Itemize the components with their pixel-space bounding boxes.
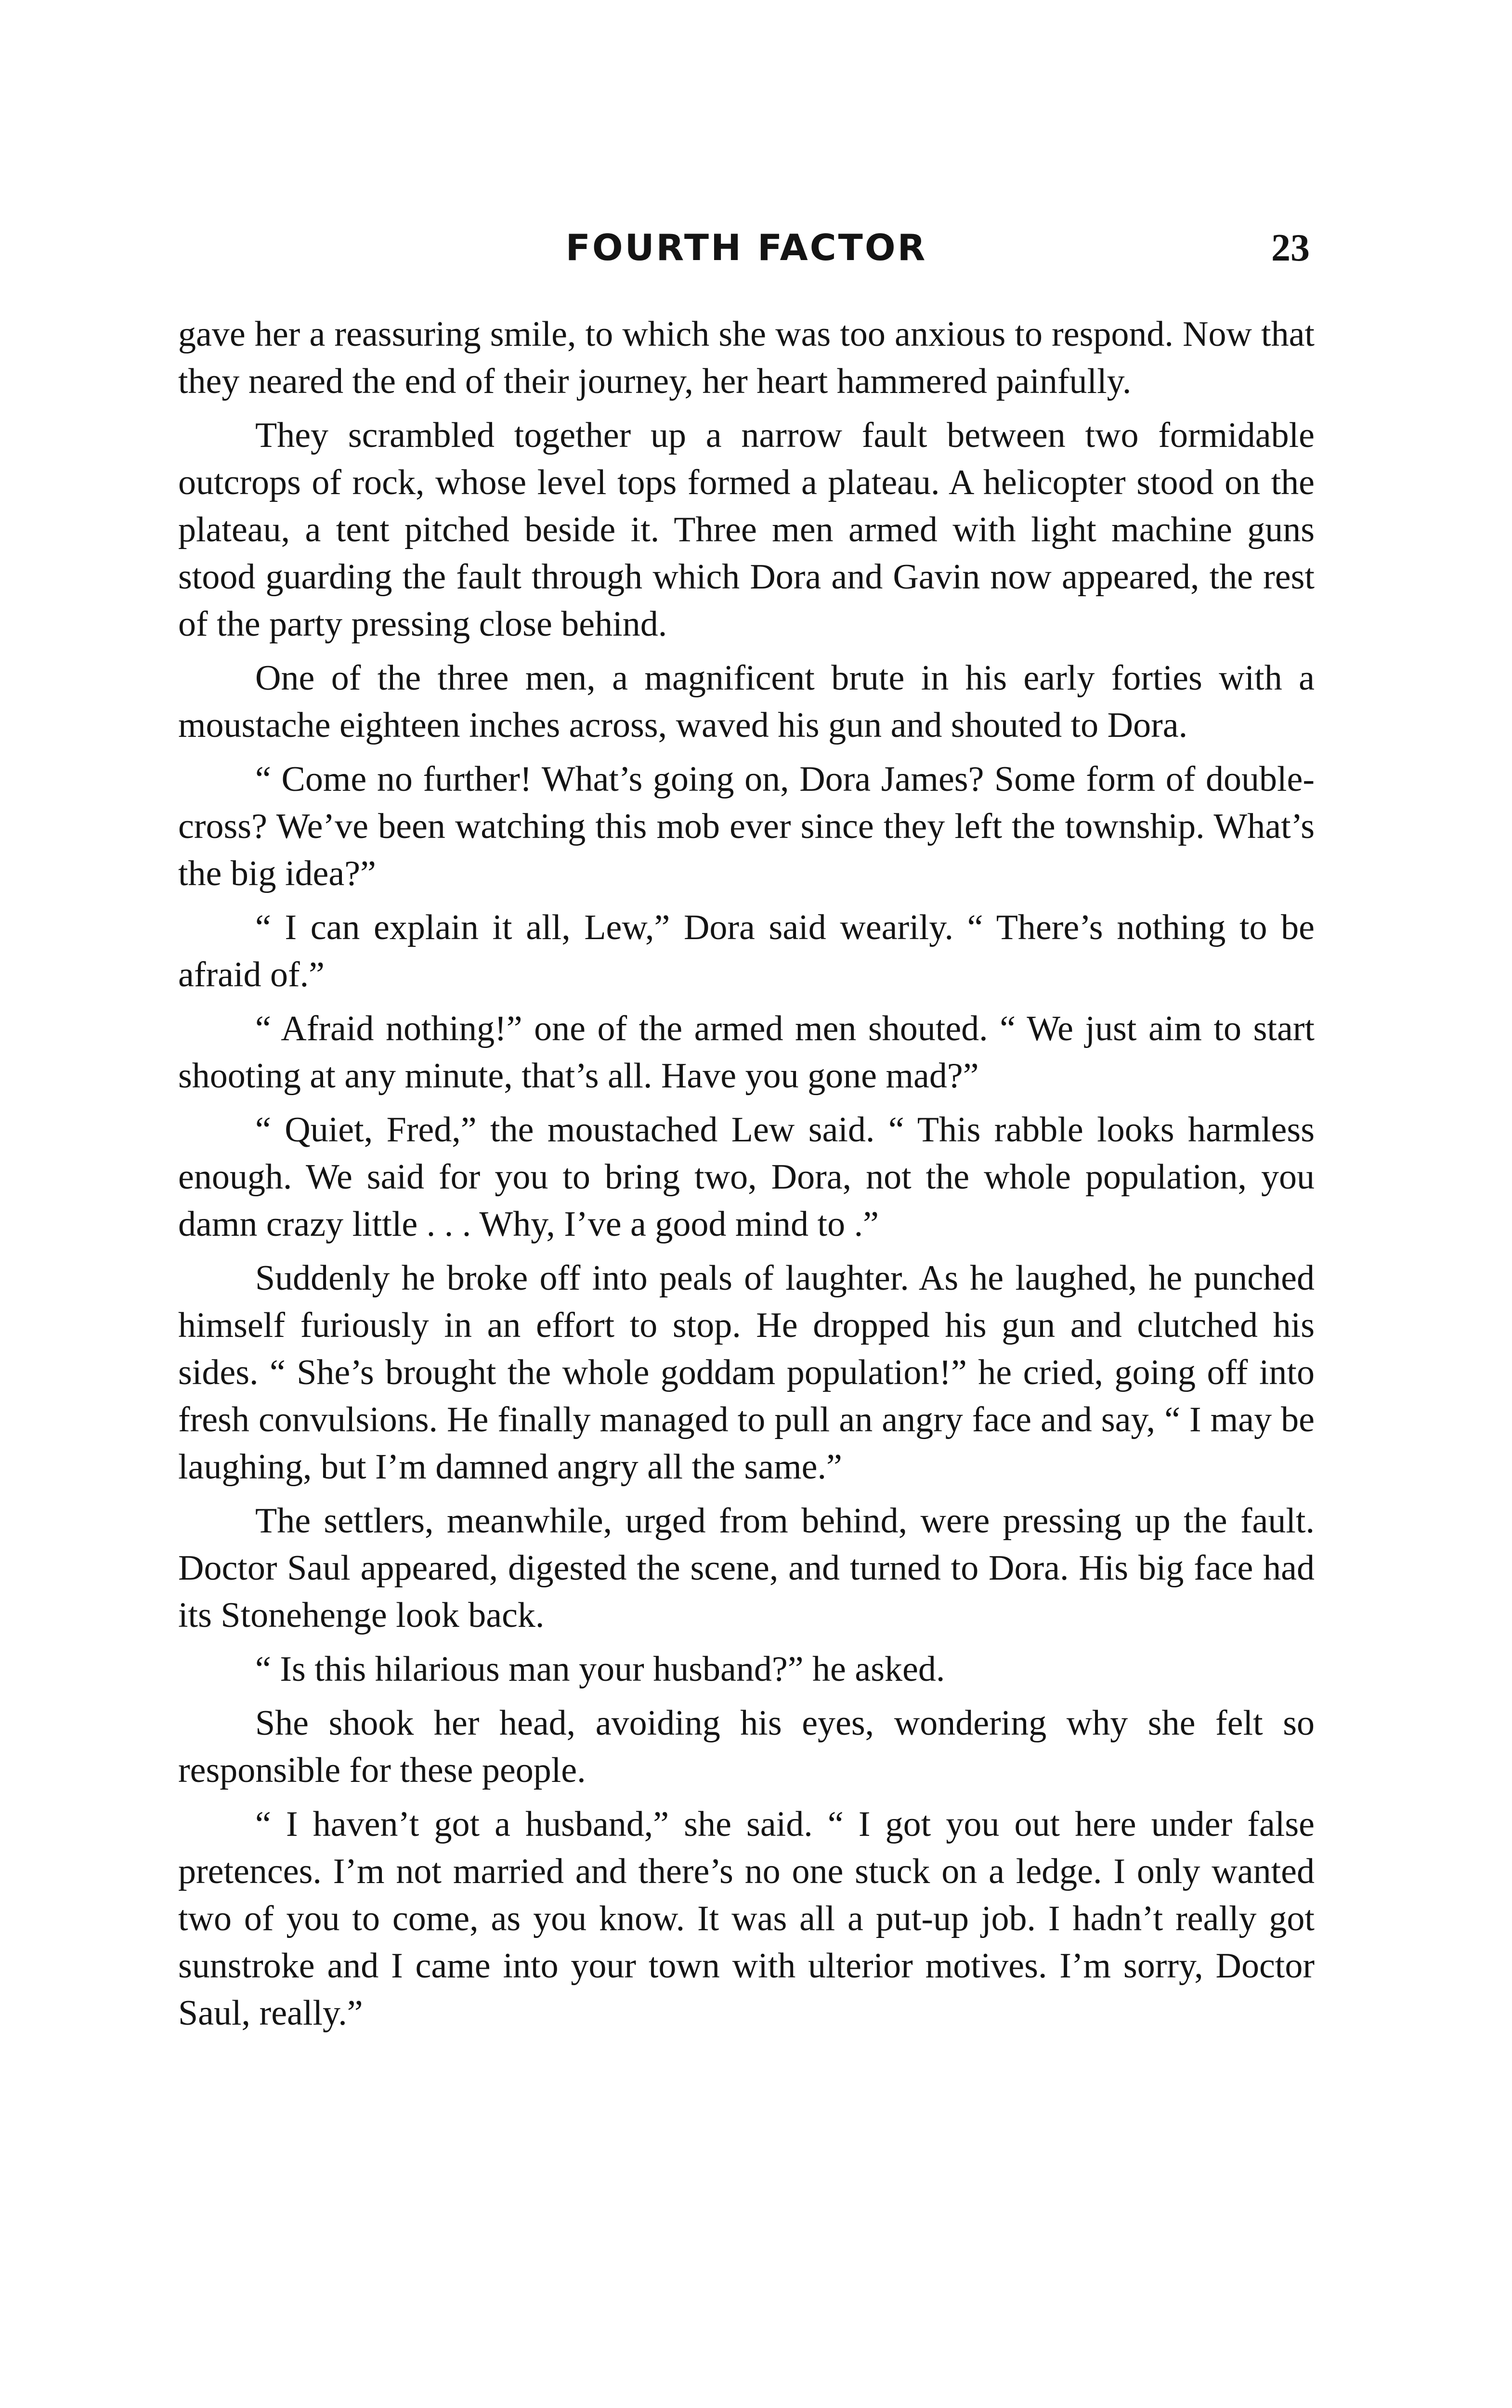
paragraph: One of the three men, a magnificent brute in his early forties with a moustache eighteen inches across, waved his gun and shouted to Dora.: [178, 658, 1315, 745]
paragraph: “ Afraid nothing!” one of the armed men shouted. “ We just aim to start shooting at any minute, that’s all. Have you gone mad?”: [178, 1009, 1315, 1096]
running-title: FOURTH FACTOR: [565, 226, 927, 269]
paragraph: gave her a reassuring smile, to which she was too anxious to respond. Now that they neared the end of their journey, her heart hammered painfully.: [178, 314, 1315, 401]
paragraph: “ I haven’t got a husband,” she said. “ I got you out here under false pretences. I’m not married and there’s no one stuck on a ledge. I only wanted two of you to come, as you know. It was all a put-up job. I hadn’t really got sunstroke and I came into your town with ulterior motives. I’m sorry, Doctor Saul, really.”: [178, 1805, 1315, 2033]
paragraph: “ Is this hilarious man your husband?” he asked.: [255, 1649, 945, 1689]
paragraph: “ Quiet, Fred,” the moustached Lew said. “ This rabble looks harmless enough. We said for you to bring two, Dora, not the whole population, you damn crazy little . . . Why, I’ve a good mind to .”: [178, 1110, 1315, 1244]
paragraph: She shook her head, avoiding his eyes, wondering why she felt so responsible for these people.: [178, 1703, 1315, 1790]
paragraph: Suddenly he broke off into peals of laughter. As he laughed, he punched himself furiously in an effort to stop. He dropped his gun and clutched his sides. “ She’s brought the whole goddam population!” he cried, going off into fresh convulsions. He finally managed to pull an angry face and say, “ I may be laughing, but I’m damned angry all the same.”: [178, 1258, 1315, 1487]
paragraph: The settlers, meanwhile, urged from behind, were pressing up the fault. Doctor Saul appeared, digested the scene, and turned to Dora. His big face had its Stonehenge look back.: [178, 1501, 1315, 1635]
paragraph: “ I can explain it all, Lew,” Dora said wearily. “ There’s nothing to be afraid of.”: [178, 908, 1315, 995]
paragraph: They scrambled together up a narrow fault between two formidable outcrops of rock, whose level tops formed a plateau. A helicopter stood on the plateau, a tent pitched beside it. Three men armed with light machine guns stood guarding the fault through which Dora and Gavin now appeared, the rest of the party pressing close behind.: [178, 416, 1315, 644]
paragraph: “ Come no further! What’s going on, Dora James? Some form of double-cross? We’ve been watching this mob ever since they left the township. What’s the big idea?”: [178, 759, 1315, 893]
body-text: [178, 311, 1315, 2043]
page-number: 23: [1271, 227, 1310, 269]
page-header: [178, 222, 1315, 279]
